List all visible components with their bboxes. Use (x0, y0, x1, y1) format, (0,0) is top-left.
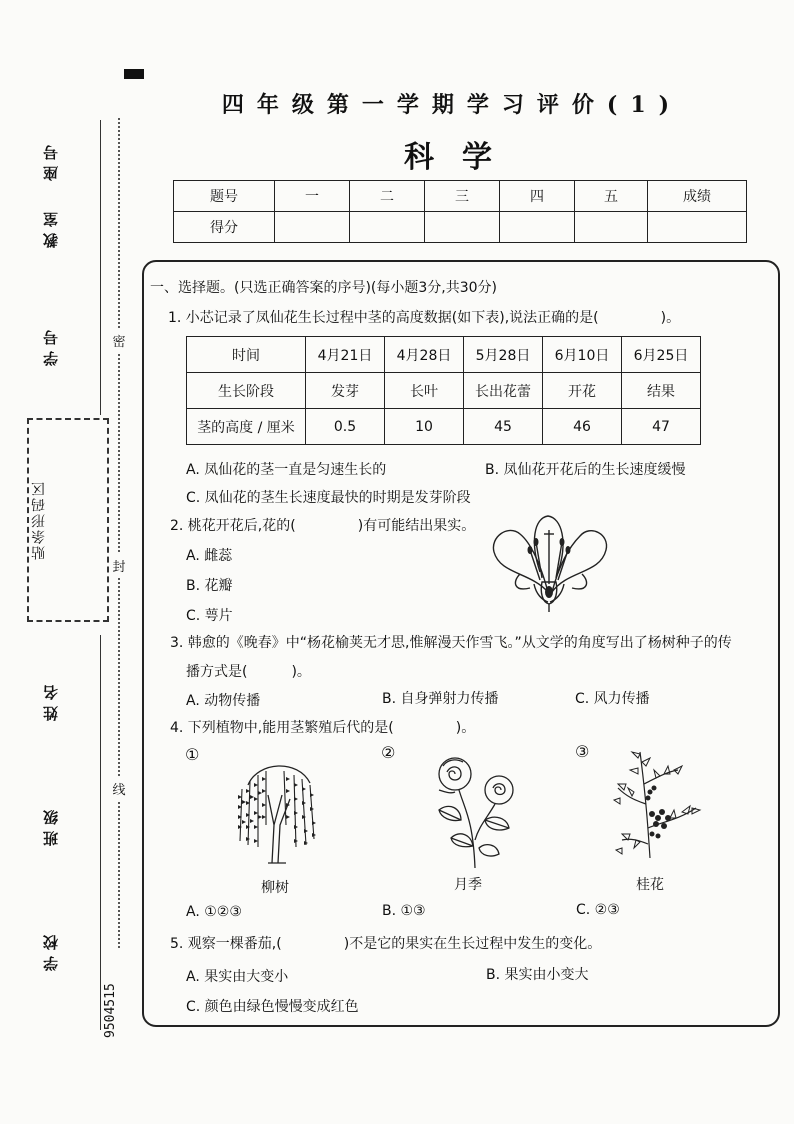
q2-option-a[interactable]: A. 雌蕊 (186, 548, 233, 564)
willow-tree-illustration (228, 755, 328, 865)
q3-line2-text: 播方式是( (186, 664, 248, 680)
score-table (173, 180, 747, 243)
score-cell-blank[interactable] (275, 212, 350, 243)
q5-stem-text: 5. 观察一棵番茄,( (170, 936, 282, 952)
table-cell: 开花 (543, 373, 622, 409)
q1-option-a[interactable]: A. 凤仙花的茎一直是匀速生长的 (186, 462, 387, 478)
score-cell: 三 (425, 181, 500, 212)
class-label: 班级 (42, 804, 60, 846)
q1-stem-text: 1. 小芯记录了凤仙花生长过程中茎的高度数据(如下表),说法正确的是( (168, 310, 599, 326)
score-cell: 四 (500, 181, 575, 212)
section-heading: 一、选择题。(只选正确答案的序号)(每小题3分,共30分) (150, 280, 498, 296)
seal-char-mi: 密 (110, 328, 128, 353)
q2-stem-end: )有可能结出果实。 (357, 518, 476, 534)
q3-line2 (186, 661, 311, 681)
table-cell: 47 (622, 409, 701, 445)
classroom-label: 教室 (42, 206, 60, 248)
name-line (100, 635, 101, 760)
name-label: 姓名 (42, 679, 60, 721)
q2-option-c[interactable]: C. 萼片 (186, 608, 233, 624)
q5-option-a[interactable]: A. 果实由大变小 (186, 969, 289, 985)
score-cell: 题号 (174, 181, 275, 212)
table-row (187, 337, 701, 373)
q1-option-c[interactable]: C. 凤仙花的茎生长速度最快的时期是发芽阶段 (186, 490, 471, 506)
osmanthus-illustration (612, 748, 708, 860)
barcode-area-label: 贴条形码区 (31, 480, 47, 560)
score-cell-blank[interactable] (500, 212, 575, 243)
q2-stem (170, 515, 475, 535)
table-cell: 4月28日 (385, 337, 464, 373)
score-table-score-row (174, 212, 747, 243)
subject-title: 科学 (404, 140, 520, 175)
score-cell: 得分 (174, 212, 275, 243)
q5-stem (170, 933, 601, 953)
table-cell: 10 (385, 409, 464, 445)
plant-label-osmanthus: 桂花 (636, 877, 664, 893)
growth-data-table (186, 336, 701, 445)
table-cell: 结果 (622, 373, 701, 409)
score-cell-blank[interactable] (648, 212, 747, 243)
seal-char-feng: 封 (110, 553, 128, 578)
q4-option-b[interactable]: B. ①③ (382, 903, 426, 919)
table-cell: 时间 (187, 337, 306, 373)
plant-number-3: ③ (575, 742, 590, 761)
table-cell: 46 (543, 409, 622, 445)
q1-stem (168, 307, 680, 327)
table-cell: 长叶 (385, 373, 464, 409)
score-cell-blank[interactable] (350, 212, 425, 243)
table-cell: 长出花蕾 (464, 373, 543, 409)
score-cell-blank[interactable] (575, 212, 648, 243)
student-id-label: 学号 (42, 324, 60, 366)
score-cell: 五 (575, 181, 648, 212)
score-table-header-row (174, 181, 747, 212)
paper-code: 9504515 (103, 983, 118, 1038)
seal-char-xian: 线 (110, 776, 128, 801)
peach-flower-diagram (490, 512, 612, 614)
score-cell: 一 (275, 181, 350, 212)
table-cell: 4月21日 (306, 337, 385, 373)
class-line (100, 760, 101, 885)
q2-stem-text: 2. 桃花开花后,花的( (170, 518, 296, 534)
table-cell: 生长阶段 (187, 373, 306, 409)
table-cell: 5月28日 (464, 337, 543, 373)
q4-stem-end: )。 (455, 720, 476, 736)
q4-option-c[interactable]: C. ②③ (576, 902, 620, 918)
table-cell: 6月25日 (622, 337, 701, 373)
plant-label-willow: 柳树 (261, 880, 289, 896)
q4-stem (170, 717, 475, 737)
q3-line2-end: )。 (291, 664, 311, 680)
exam-title: 四年级第一学期学习评价(1) (221, 92, 683, 118)
score-cell: 二 (350, 181, 425, 212)
plant-number-2: ② (381, 743, 396, 762)
q5-option-b[interactable]: B. 果实由小变大 (486, 967, 589, 983)
q3-line1: 3. 韩愈的《晚春》中“杨花榆荚无才思,惟解漫天作雪飞。”从文学的角度写出了杨树种子的传 (170, 635, 732, 651)
q1-stem-end: )。 (660, 310, 681, 326)
classroom-line (100, 205, 101, 275)
school-label: 学校 (42, 929, 60, 971)
table-cell: 6月10日 (543, 337, 622, 373)
plant-number-1: ① (185, 745, 200, 764)
seal-dotted-line (118, 118, 120, 948)
table-row (187, 409, 701, 445)
table-cell: 0.5 (306, 409, 385, 445)
q3-option-c[interactable]: C. 风力传播 (575, 691, 650, 707)
q1-option-b[interactable]: B. 凤仙花开花后的生长速度缓慢 (485, 462, 686, 478)
barcode-area (27, 418, 109, 622)
table-cell: 45 (464, 409, 543, 445)
rose-illustration (425, 750, 525, 870)
q3-option-b[interactable]: B. 自身弹射力传播 (382, 691, 499, 707)
score-cell-blank[interactable] (425, 212, 500, 243)
student-id-line (100, 275, 101, 415)
corner-registration-mark (124, 69, 144, 79)
table-row (187, 373, 701, 409)
q2-option-b[interactable]: B. 花瓣 (186, 578, 233, 594)
table-cell: 发芽 (306, 373, 385, 409)
seat-number-label: 座号 (42, 139, 60, 181)
q3-option-a[interactable]: A. 动物传播 (186, 693, 261, 709)
q5-option-c[interactable]: C. 颜色由绿色慢慢变成红色 (186, 999, 359, 1015)
plant-label-rose: 月季 (454, 877, 482, 893)
q5-stem-end: )不是它的果实在生长过程中发生的变化。 (343, 936, 602, 952)
score-cell: 成绩 (648, 181, 747, 212)
table-cell: 茎的高度 / 厘米 (187, 409, 306, 445)
school-line (100, 885, 101, 1030)
q4-option-a[interactable]: A. ①②③ (186, 904, 242, 920)
q4-stem-text: 4. 下列植物中,能用茎繁殖后代的是( (170, 720, 394, 736)
